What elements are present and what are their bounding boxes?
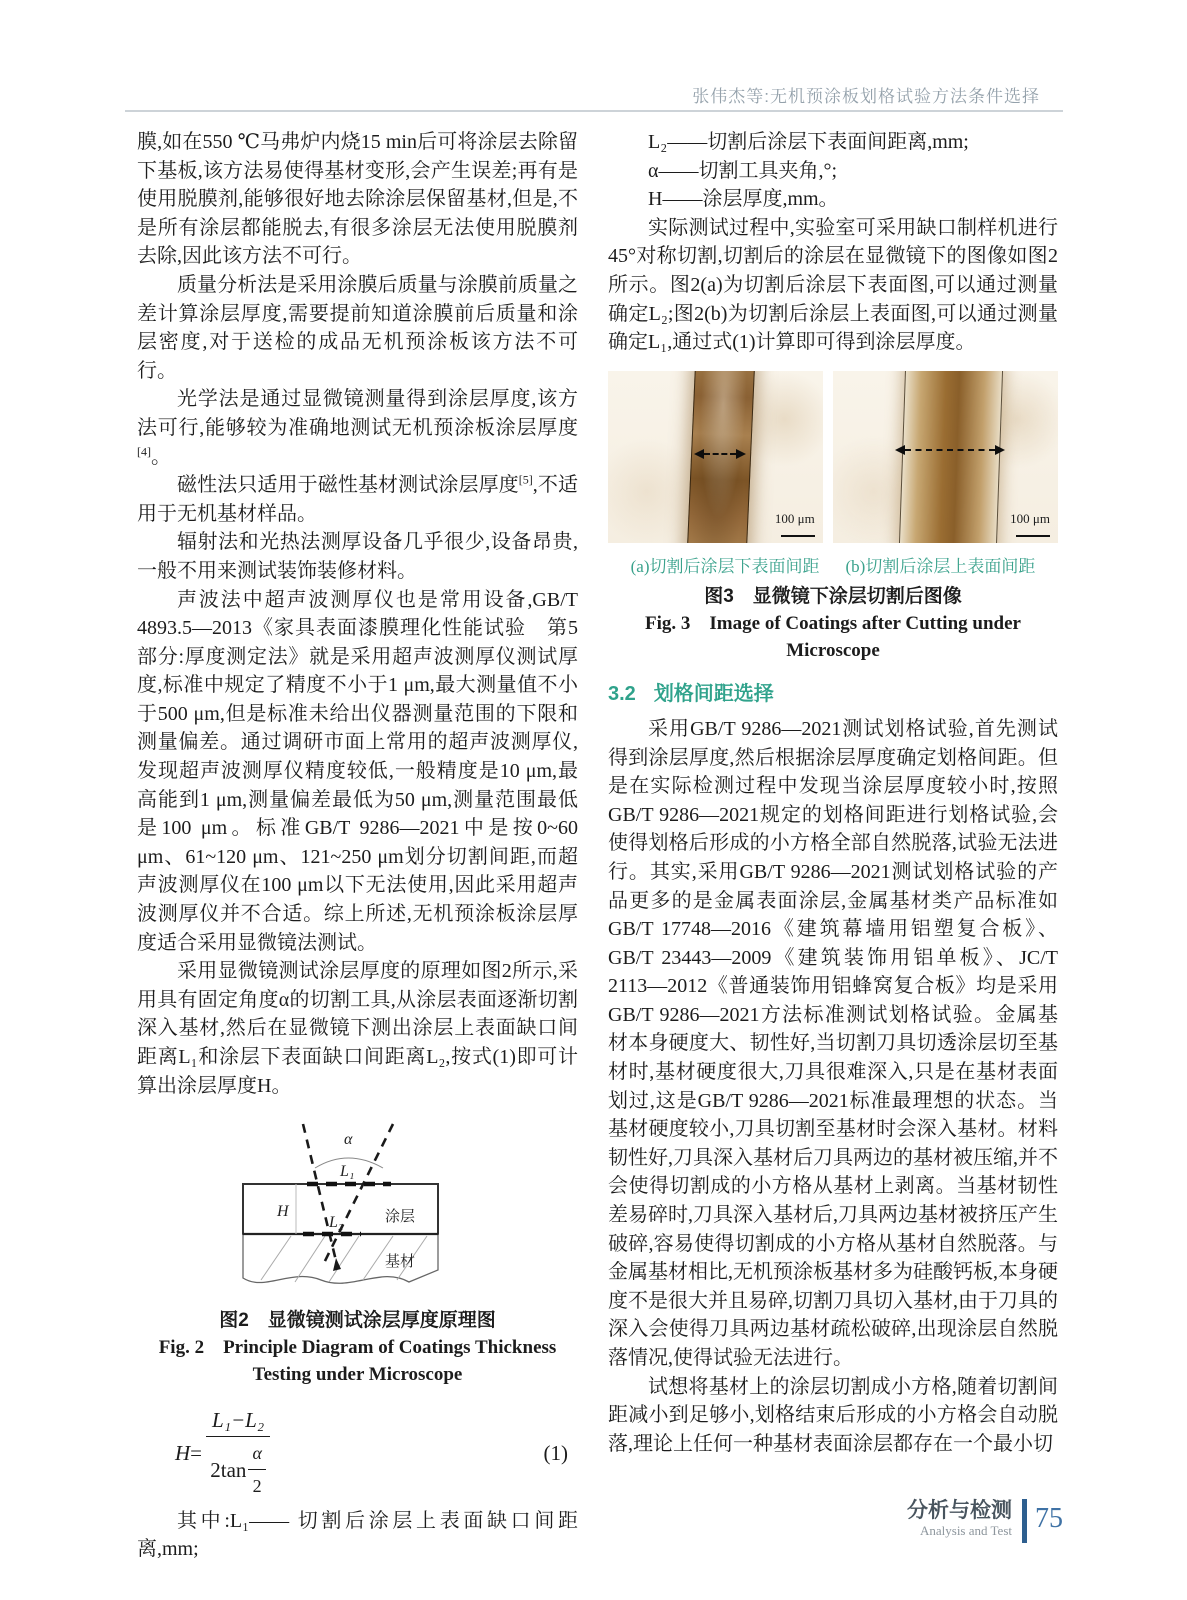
substrate-label: 基材: [384, 1254, 415, 1271]
h-label: H: [276, 1203, 289, 1221]
paragraph: 膜,如在550 ℃马弗炉内烧15 min后可将涂层去除留下基板,该方法易使得基材变形,会产生误差;再有是使用脱膜剂,能够很好地去除涂层保留基材,但是,不是所有涂层都能脱去,有很多涂层无法使用脱膜剂去除,因此该方法不可行。: [137, 131, 578, 268]
paragraph: 采用GB/T 9286—2021测试划格试验,首先测试得到涂层厚度,然后根据涂层厚度确定划格间距。但是在实际检测过程中发现当涂层厚度较小时,按照GB/T 9286—2021规定的划格间距进行划格试验,会使得划格后形成的小方格全部自然脱落,试验无法进行。其实,采用GB/T 9286—2021测试划格试验的产品更多的是金属表面涂层,金属基材类产品标准如GB/T 17748—2016《建筑幕墙用铝塑复合板》、GB/T 23443—2009《建筑装饰用铝单板》、JC/T 2113—2012《普通装饰用铝蜂窝复合板》均是采用GB/T 9286—2021方法标准测试划格试验。金属基材本身硬度大、韧性好,当切割刀具切透涂层切至基材时,基材硬度很大,刀具很难深入,只是在基材表面划过,这是GB/T 9286—2021标准最理想的状态。当基材硬度较小,刀具切割至基材时会深入基材。材料韧性好,刀具深入基材后刀具两边的基材被压缩,并不会使得切割成的小方格从基材上剥离。当基材韧性差易碎时,刀具深入基材后,刀具两边基材被挤压产生破碎,容易使得切割成的小方格从基材自然脱落。与金属基材相比,无机预涂板基材多为硅酸钙板,本身硬度不是很大并且易碎,切割刀具切入基材,由于刀具的深入会使得刀具两边基材疏松破碎,出现涂层自然脱落情况,使得试验无法进行。: [608, 717, 1058, 1369]
equation-two: 2: [252, 1475, 262, 1496]
page-footer: [870, 1499, 1063, 1543]
arrowhead-left-icon: [694, 449, 704, 459]
scale-bar-a: [775, 505, 815, 537]
l2-label: L₂: [328, 1214, 343, 1232]
paragraph: 质量分析法是采用涂膜后质量与涂膜前质量之差计算涂层厚度,需要提前知道涂膜前后质量和涂层密度,对于送检的成品无机预涂板该方法不可行。: [137, 273, 578, 382]
scale-bar-b: [1010, 505, 1050, 537]
l1-label: L₁: [339, 1163, 354, 1181]
figure3-subcaption-a: (a)切割后涂层下表面间距: [630, 556, 820, 576]
paragraph: 声波法中超声波测厚仪也是常用设备,GB/T 4893.5—2013《家具表面漆膜理化性能试验 第5部分:厚度测定法》就是采用超声波测厚仪测试厚度,标准中规定了精度不小于1 μm,最大测量值不小于500 μm,但是标准未给出仪器测量范围的下限和测量偏差。通过调研市面上常用的超声波测厚仪,发现超声波测厚仪精度较低,一般精度是10 μm,最高能到1 μm,测量偏差最低为50 μm,测量范围最低是100 μm。标准GB/T 9286—2021中是按0~60 μm、61~120 μm、121~250 μm划分切割间距,而超声波测厚仪在100 μm以下无法使用,因此采用超声波测厚仪并不合适。综上所述,无机预涂板涂层厚度适合采用显微镜法测试。: [137, 588, 578, 954]
equation-1: [175, 1406, 578, 1501]
equation-number: (1): [543, 1440, 568, 1465]
where-clause: 其中:L₁—— 切割后涂层上表面缺口间距离,mm;: [137, 1509, 578, 1561]
paragraph: 试想将基材上的涂层切割成小方格,随着切割间距减小到足够小,划格结束后形成的小方格会自动脱落,理论上任何一种基材表面涂层都存在一个最小切: [608, 1375, 1058, 1455]
micrograph-a: [608, 371, 823, 543]
page-number: 75: [1035, 1503, 1063, 1534]
footer-journal-section-en: Analysis and Test: [919, 1523, 1012, 1538]
figure3-subcaptions: [608, 553, 1058, 582]
figure3: [608, 371, 1058, 665]
section-number: 3.2: [608, 683, 636, 706]
equation-lhs: H: [175, 1440, 191, 1465]
paragraph: 实际测试过程中,实验室可采用缺口制样机进行45°对称切割,切割后的涂层在显微镜下的图像如图2所示。图2(a)为切割后涂层下表面图,可以通过测量确定L₂;图2(b)为切割后涂层上表面图,可以通过测量确定L₁,通过式(1)计算即可得到涂层厚度。: [608, 216, 1058, 354]
equation-numerator: L₁−L₂: [206, 1406, 270, 1438]
definition-l2: L₂——切割后涂层下表面间距离,mm;: [648, 131, 969, 153]
measurement-arrow-a: [694, 449, 746, 459]
footer-divider-bar: [1022, 1499, 1027, 1543]
figure2-diagram: [137, 1110, 578, 1305]
paragraph: 光学法是通过显微镜测量得到涂层厚度,该方法可行,能够较为准确地测试无机预涂板涂层厚度[4]。: [137, 388, 578, 468]
section-heading-3-2: [608, 680, 1058, 709]
right-column: [608, 128, 1058, 1458]
footer-journal-section-cn: 分析与检测: [907, 1499, 1012, 1522]
coating-cut-strip-b: [898, 371, 1003, 543]
header-rule: [125, 110, 1063, 112]
paragraph: 辐射法和光热法测厚设备几乎很少,设备昂贵,一般不用来测试装饰装修材料。: [137, 531, 578, 582]
scale-line: [781, 535, 815, 537]
section-title: 划格间距选择: [653, 683, 774, 706]
equation-denominator-prefix: 2tan: [210, 1457, 247, 1482]
cut-apex-arrowhead: [333, 1258, 341, 1271]
arrowhead-left-icon: [895, 445, 905, 455]
equation-equals: =: [190, 1440, 203, 1465]
arrow-dash: [905, 449, 995, 451]
coating-label: 涂层: [384, 1209, 415, 1226]
scale-line: [1016, 535, 1050, 537]
figure3-subcaption-b: (b)切割后涂层上表面间距: [845, 556, 1036, 576]
definition-h: H——涂层厚度,mm。: [648, 188, 839, 211]
arrowhead-right-icon: [995, 445, 1005, 455]
measurement-arrow-b: [895, 445, 1005, 455]
left-column: [137, 128, 578, 1564]
alpha-label: α: [343, 1131, 352, 1149]
figure2-caption-cn: 图2 显微镜测试涂层厚度原理图: [219, 1309, 496, 1331]
running-head-title: 张伟杰等:无机预涂板划格试验方法条件选择: [692, 87, 1040, 106]
equation-fraction: [206, 1406, 270, 1501]
paragraph: 磁性法只适用于磁性基材测试涂层厚度[5],不适用于无机基材样品。: [137, 472, 579, 525]
scale-label: 100 μm: [774, 511, 815, 527]
arrow-dash: [704, 453, 736, 455]
figure2-caption-en: Fig. 2 Principle Diagram of Coatings Thickness Testing under Microscope: [158, 1336, 557, 1385]
equation-alpha: α: [248, 1439, 265, 1470]
definition-alpha: α——切割工具夹角,°;: [648, 159, 838, 182]
micrograph-b: [833, 371, 1058, 543]
paragraph: 采用显微镜测试涂层厚度的原理如图2所示,采用具有固定角度α的切割工具,从涂层表面逐渐切割深入基材,然后在显微镜下测出涂层上表面缺口间距离L₁和涂层下表面缺口间距离L₂,按式(1)即可计算出涂层厚度H。: [137, 960, 578, 1097]
arrowhead-right-icon: [736, 449, 746, 459]
scale-label: 100 μm: [1010, 511, 1050, 527]
figure3-caption-cn: 图3 显微镜下涂层切割后图像: [704, 586, 962, 608]
figure3-caption-en: Fig. 3 Image of Coatings after Cutting under Microscope: [645, 613, 1021, 662]
